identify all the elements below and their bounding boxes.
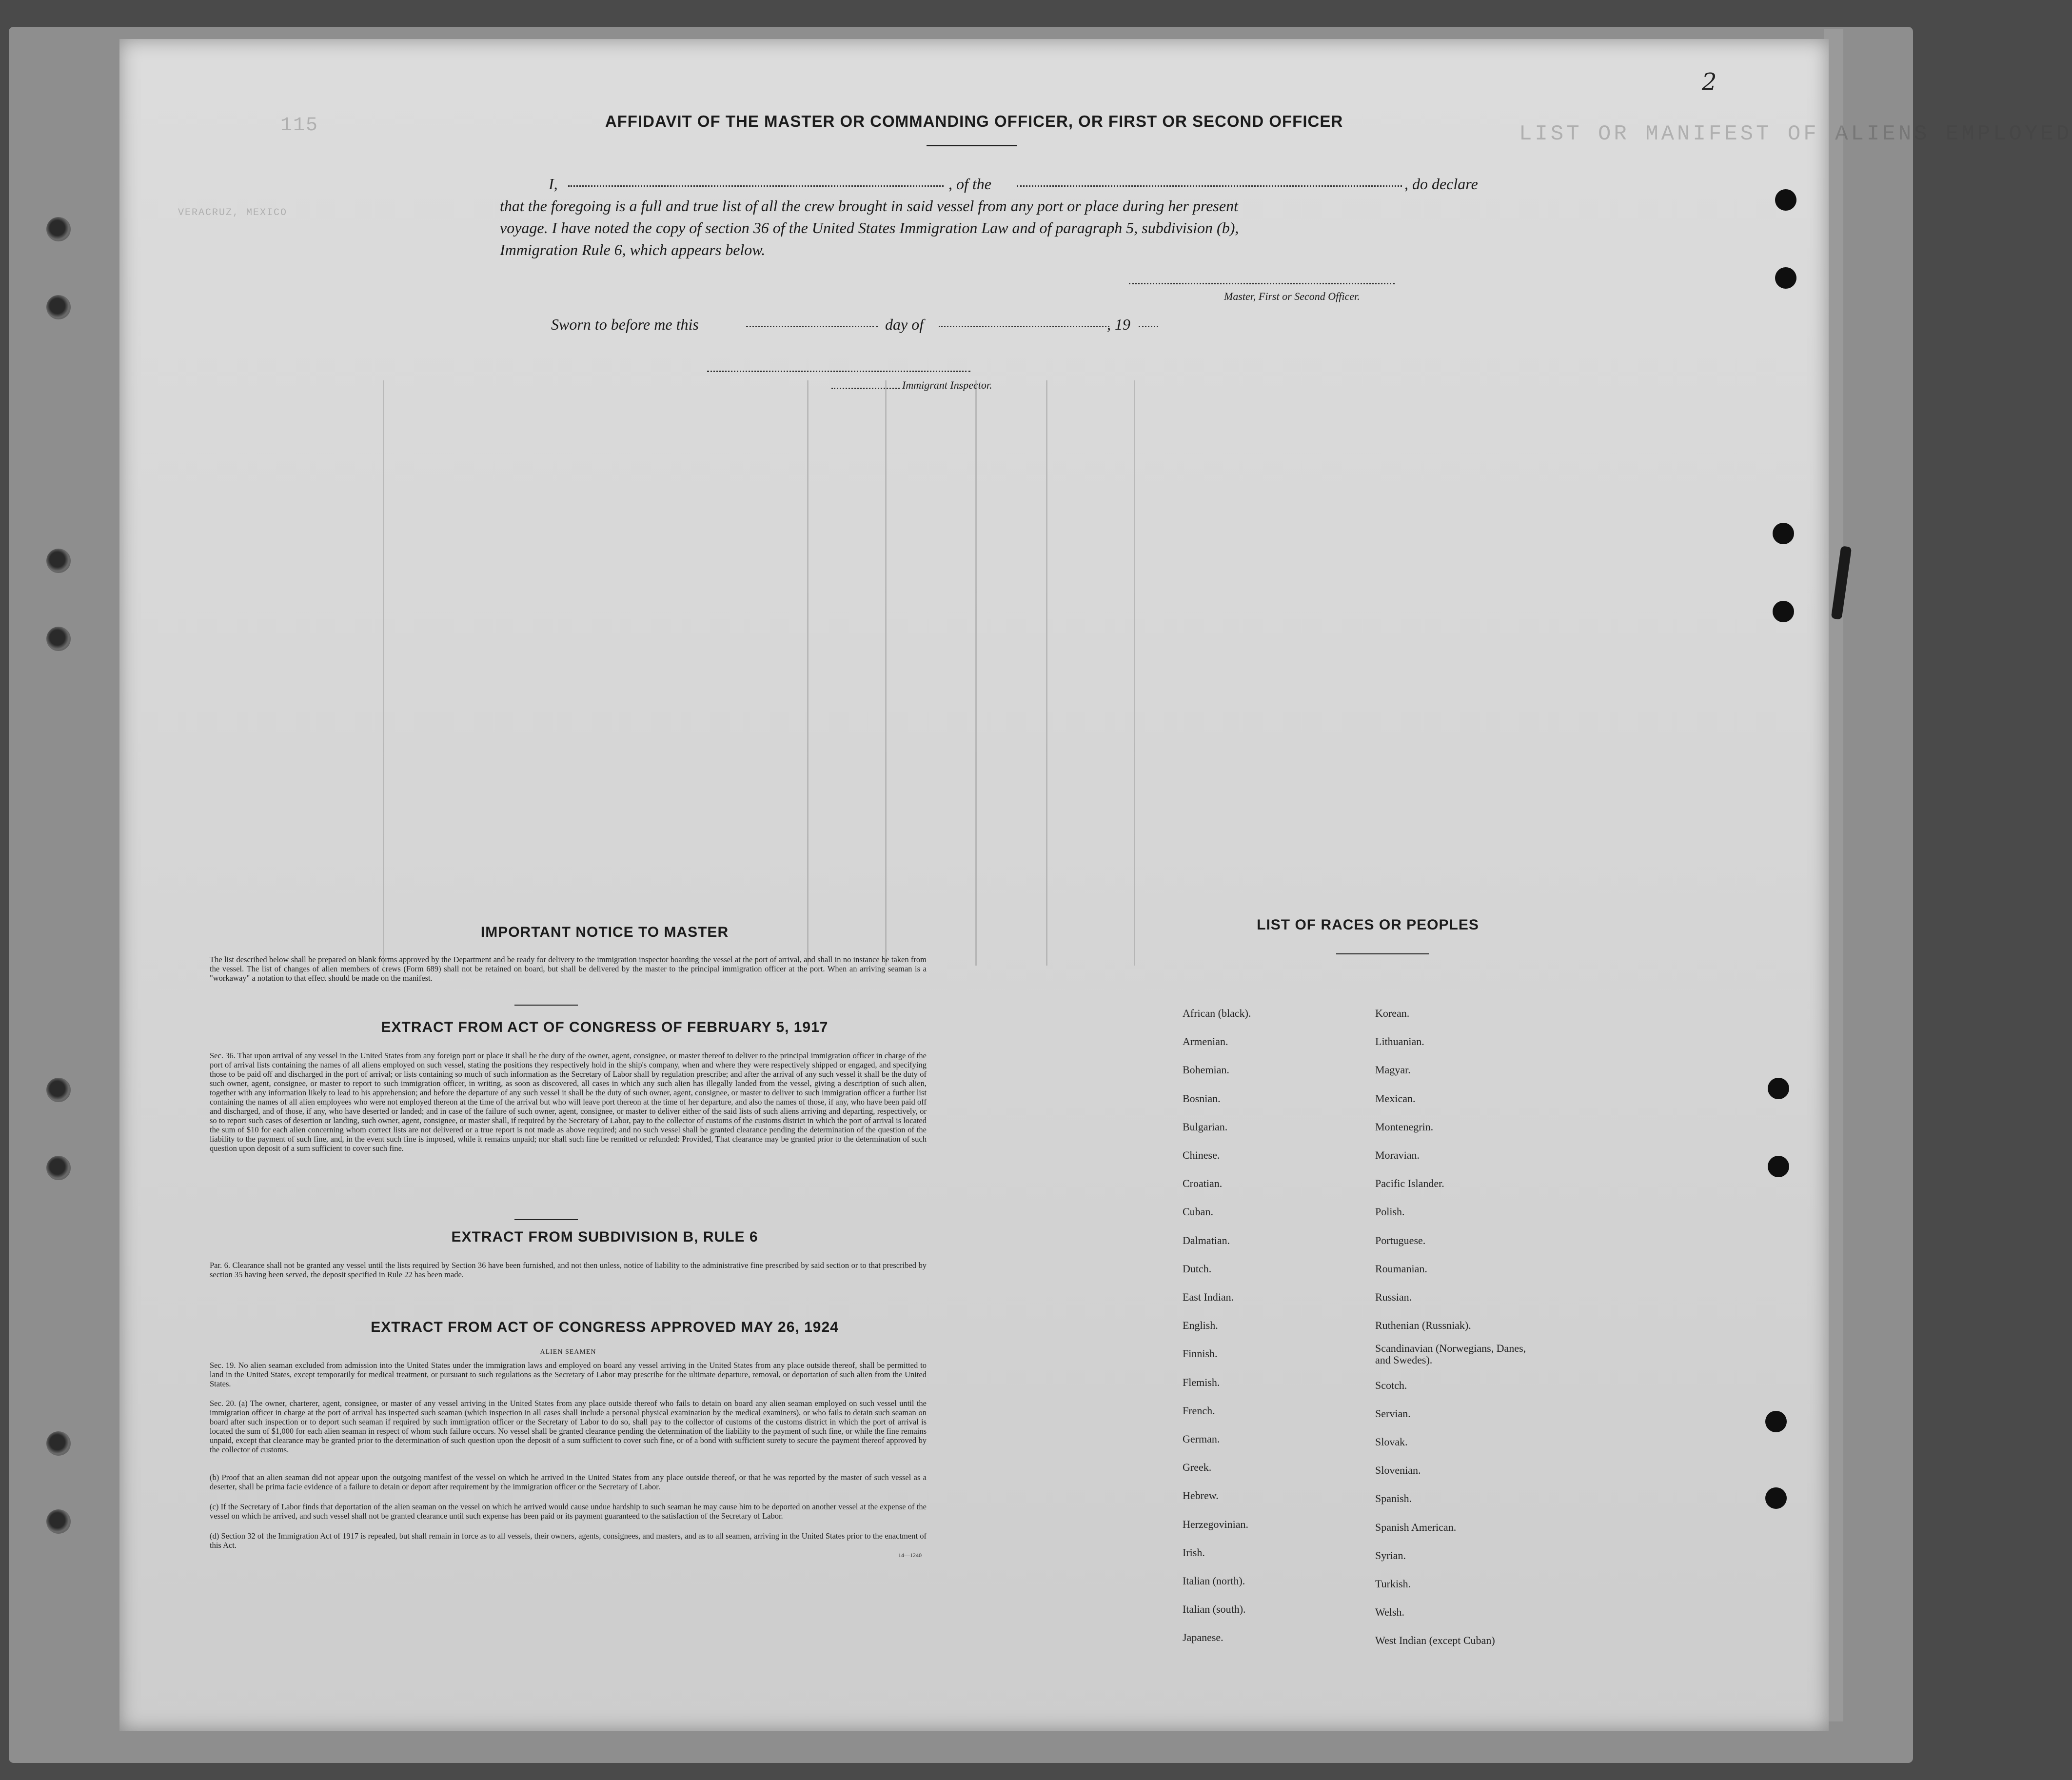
race-item: Slovenian. bbox=[1375, 1464, 1421, 1477]
bleed-through-text: VERACRUZ, MEXICO bbox=[178, 207, 288, 218]
bleed-through-rule bbox=[975, 380, 977, 966]
binder-hole bbox=[46, 1156, 71, 1180]
race-item: Lithuanian. bbox=[1375, 1035, 1424, 1048]
binder-hole bbox=[1775, 189, 1796, 211]
extract-1917-text: Sec. 36. That upon arrival of any vessel in the United States from any foreign port or place it shall be the duty of the owner, agent, consignee, or master thereof to deliver to the principal immigration officer in charge of the port of arrival lists containing the names of all aliens employed on such vessel, stating the positions they respectively hold in the ship's company, when and where they were respectively shipped or engaged, and specifying those to be paid off and discharged in the port of arrival; or lists containing so much of such information as the Secretary of Labor shall by regulation prescribe; and after the arrival of any such vessel it shall be the duty of such owner, agent, consignee, or master to report to such immigration officer, in writing, as soon as discovered, all cases in which any such alien has illegally landed from the vessel, giving a description of such alien, together with any information likely to lead to his apprehension; and before the departure of any such vessel it shall be the duty of such owner, agent, consignee, or master to deliver to such immigration officer a further list containing the names of all alien employees who were not employed thereon at the time of the arrival but who will leave port thereon at the time of her departure, and also the names of those, if any, who have been paid off and discharged, and of those, if any, who have deserted or landed; and in case of the failure of such owner, agent, consignee, or master to deliver either of the said lists of such aliens arriving and departing, respectively, or so to report such cases of desertion or landing, such owner, agent, consignee, or master shall, if required by the Secretary of Labor, pay to the collector of customs of the customs district in which the port of arrival is located the sum of $10 for each alien concerning whom correct lists are not delivered or a true report is not made as above required; and no such vessel shall be granted clearance pending the determination of the question of the liability to the payment of such fine, and, in the event such fine is imposed, while it remains unpaid; nor shall such fine be remitted or refunded: Provided, That clearance may be granted prior to the determination of such question upon deposit of a sum sufficient to cover such fine. bbox=[210, 1051, 927, 1153]
race-item: Roumanian. bbox=[1375, 1262, 1427, 1275]
race-item: Mexican. bbox=[1375, 1092, 1416, 1105]
race-item: Ruthenian (Russniak). bbox=[1375, 1319, 1471, 1332]
bleed-through-text: LIST OR MANIFEST OF ALIENS EMPLOYED bbox=[1519, 122, 2072, 146]
extract-1924-c: (c) If the Secretary of Labor finds that deportation of the alien seaman on the vessel on which he arrived would cause undue hardship to such seaman he may cause him to be deported on another vessel at the expense of the vessel on which he arrived, and such vessel shall not be granted clearance until such expense has been paid or its payment guaranteed to the satisfaction of the Secretary of Labor. bbox=[210, 1502, 927, 1521]
binder-hole bbox=[46, 549, 71, 573]
extract-1924-sec19: Sec. 19. No alien seaman excluded from admission into the United States under the immigration laws and employed on board any vessel arriving in the United States from any place outside thereof, shall be permitted to land in the United States, except temporarily for medical treatment, or pursuant to such regulations as the Secretary of Labor may prescribe for the ultimate departure, removal, or deportation of such alien from the United States. bbox=[210, 1361, 927, 1388]
race-item: Herzegovinian. bbox=[1183, 1518, 1248, 1530]
race-item: Armenian. bbox=[1183, 1035, 1228, 1048]
affidavit-of-the: , of the bbox=[948, 175, 991, 193]
race-item: Bohemian. bbox=[1183, 1064, 1229, 1076]
binder-hole bbox=[46, 1431, 71, 1456]
binder-hole bbox=[1773, 601, 1794, 622]
race-item: African (black). bbox=[1183, 1007, 1251, 1019]
inspector-label: Immigrant Inspector. bbox=[902, 379, 992, 391]
inspector-signature-blank[interactable] bbox=[707, 371, 970, 372]
sworn-date-blank[interactable] bbox=[746, 326, 878, 327]
sworn-prefix: Sworn to before me this bbox=[551, 316, 699, 333]
affidavit-i: I, bbox=[549, 175, 558, 193]
race-item: Italian (south). bbox=[1183, 1603, 1246, 1616]
race-item: Italian (north). bbox=[1183, 1575, 1245, 1587]
name-blank[interactable] bbox=[568, 185, 944, 187]
race-item: German. bbox=[1183, 1433, 1220, 1445]
race-item: Scandinavian (Norwegians, Danes, and Swedes). bbox=[1375, 1342, 1526, 1366]
race-item: Irish. bbox=[1183, 1546, 1205, 1559]
binder-hole bbox=[1768, 1156, 1789, 1177]
race-item: East Indian. bbox=[1183, 1291, 1234, 1303]
notice-title: IMPORTANT NOTICE TO MASTER bbox=[480, 924, 729, 940]
affidavit-line-3: voyage. I have noted the copy of section 36 of the United States Immigration Law and of paragraph 5, subdivision (b), bbox=[500, 219, 1239, 237]
affidavit-title-rule bbox=[927, 145, 1017, 146]
binder-hole bbox=[46, 1509, 71, 1534]
bleed-through-text: 115 bbox=[280, 115, 319, 137]
race-item: Slovak. bbox=[1375, 1436, 1408, 1448]
page-number: 2 bbox=[1702, 68, 1717, 96]
race-item: Korean. bbox=[1375, 1007, 1410, 1019]
race-item: Scotch. bbox=[1375, 1379, 1407, 1391]
extract-1924-sec20a: Sec. 20. (a) The owner, charterer, agent, consignee, or master of any vessel arriving in the United States from any place outside thereof who fails to detain on board any alien seaman employed on such vessel until the immigration officer in charge at the port of arrival has inspected such seaman (which inspection in all cases shall include a personal physical examination by the medical examiners), or who fails to detain such seaman on board after such inspection or to deport such seaman if required by such immigration officer or the Secretary of Labor to do so, shall pay to the collector of customs of the customs district in which the port of arrival is located the sum of $1,000 for each alien seaman in respect of whom such failure occurs. No vessel shall be granted clearance pending the determination of the liability to the payment of such fine, or while the fine remains unpaid, except that clearance may be granted prior to the determination of such question upon the deposit of a sum sufficient to cover such fine, or of a bond with sufficient surety to secure the payment thereof approved by the collector of customs. bbox=[210, 1399, 927, 1454]
race-item: French. bbox=[1183, 1404, 1215, 1417]
extract-rule6-title: EXTRACT FROM SUBDIVISION B, RULE 6 bbox=[451, 1229, 758, 1245]
binder-hole bbox=[1768, 1078, 1789, 1099]
race-item: Croatian. bbox=[1183, 1177, 1223, 1190]
affidavit-line-4: Immigration Rule 6, which appears below. bbox=[500, 241, 766, 258]
binder-hole bbox=[46, 627, 71, 651]
binder-hole bbox=[46, 1078, 71, 1102]
affidavit-declare: , do declare bbox=[1404, 175, 1478, 193]
race-item: Pacific Islander. bbox=[1375, 1177, 1444, 1190]
race-item: Servian. bbox=[1375, 1407, 1411, 1420]
race-item: Bulgarian. bbox=[1183, 1120, 1228, 1133]
inspector-signature-blank-2[interactable] bbox=[831, 388, 900, 389]
race-item: Chinese. bbox=[1183, 1149, 1220, 1161]
race-item: Welsh. bbox=[1375, 1606, 1404, 1619]
race-item: Greek. bbox=[1183, 1461, 1212, 1474]
bleed-through-rule bbox=[1046, 380, 1047, 966]
race-item: Cuban. bbox=[1183, 1206, 1213, 1218]
race-item: Portuguese. bbox=[1375, 1234, 1426, 1246]
race-item: Magyar. bbox=[1375, 1064, 1411, 1076]
notice-text: The list described below shall be prepared on blank forms approved by the Department and be ready for delivery to the immigration inspector boarding the vessel at the port of arrival, and shall in no instance be taken from the vessel. The list of changes of alien members of crews (Form 689) shall not be retained on board, but shall be delivered by the master to the principal immigration officer at the port. When an arriving seaman is a "workaway" a notation to that effect should be made on the manifest. bbox=[210, 955, 927, 983]
notice-rule bbox=[514, 1005, 578, 1006]
affidavit-line-2: that the foregoing is a full and true list of all the crew brought in said vessel from any port or place during her present bbox=[500, 197, 1238, 215]
race-item: West Indian (except Cuban) bbox=[1375, 1634, 1495, 1647]
race-item: Moravian. bbox=[1375, 1149, 1420, 1161]
race-item: Spanish. bbox=[1375, 1492, 1412, 1505]
race-item: Spanish American. bbox=[1375, 1521, 1457, 1533]
affidavit-title: AFFIDAVIT OF THE MASTER OR COMMANDING OFFICER, OR FIRST OR SECOND OFFICER bbox=[605, 112, 1343, 130]
extract-rule6-text: Par. 6. Clearance shall not be granted any vessel until the lists required by Section 36 have been furnished, and not then unless, notice of liability to the administrative fine prescribed by said section or to that prescribed by section 35 having been served, the deposit specified in Rule 22 has been made. bbox=[210, 1261, 927, 1279]
race-item: Polish. bbox=[1375, 1206, 1405, 1218]
extract-1924-d: (d) Section 32 of the Immigration Act of 1917 is repealed, but shall remain in force as to all vessels, their owners, agents, consignees, and masters, and as to all seamen, arriving in the United States prior to the enactment of this Act. bbox=[210, 1531, 927, 1550]
sworn-year-blank[interactable] bbox=[1139, 326, 1158, 327]
race-item: Dutch. bbox=[1183, 1262, 1212, 1275]
bleed-through-rule bbox=[885, 380, 887, 966]
race-item: Turkish. bbox=[1375, 1578, 1411, 1590]
race-item: Finnish. bbox=[1183, 1347, 1218, 1360]
binder-hole bbox=[1765, 1411, 1787, 1432]
extract-1924-title: EXTRACT FROM ACT OF CONGRESS APPROVED MAY 26, 1924 bbox=[371, 1319, 839, 1335]
extract-1917-title: EXTRACT FROM ACT OF CONGRESS OF FEBRUARY 5, 1917 bbox=[381, 1019, 829, 1035]
sworn-day-of: day of bbox=[885, 316, 924, 333]
race-item: Russian. bbox=[1375, 1291, 1412, 1303]
race-item: Syrian. bbox=[1375, 1549, 1406, 1562]
binder-hole bbox=[46, 295, 71, 319]
binder-hole bbox=[1773, 523, 1794, 544]
vessel-blank[interactable] bbox=[1017, 185, 1402, 187]
binder-hole bbox=[1765, 1487, 1787, 1509]
races-rule bbox=[1336, 953, 1429, 954]
race-item: Dalmatian. bbox=[1183, 1234, 1230, 1246]
bleed-through-rule bbox=[383, 380, 384, 966]
bleed-through-rule bbox=[1134, 380, 1135, 966]
bleed-through-rule bbox=[807, 380, 809, 966]
document-sheet bbox=[119, 39, 2072, 1731]
extract-1924-subtitle: ALIEN SEAMEN bbox=[540, 1348, 596, 1356]
master-signature-blank[interactable] bbox=[1129, 283, 1395, 284]
sworn-month-blank[interactable] bbox=[939, 326, 1109, 327]
binder-hole bbox=[46, 217, 71, 241]
race-item: English. bbox=[1183, 1319, 1218, 1332]
form-code: 14—1240 bbox=[898, 1552, 922, 1559]
binder-hole bbox=[1775, 267, 1796, 289]
race-item: Montenegrin. bbox=[1375, 1120, 1434, 1133]
races-title: LIST OF RACES OR PEOPLES bbox=[1257, 917, 1479, 933]
race-item: Flemish. bbox=[1183, 1376, 1220, 1388]
extract-1917-rule bbox=[514, 1219, 578, 1220]
master-signature-label: Master, First or Second Officer. bbox=[1224, 290, 1360, 302]
race-item: Bosnian. bbox=[1183, 1092, 1221, 1105]
race-item: Japanese. bbox=[1183, 1631, 1223, 1644]
extract-1924-b: (b) Proof that an alien seaman did not appear upon the outgoing manifest of the vessel on which he arrived in the United States from any place outside thereof, or that he was reported by the master of such vessel as a deserter, shall be prima facie evidence of a failure to detain or deport after requirement by the immigration officer or the Secretary of Labor. bbox=[210, 1473, 927, 1491]
sworn-year: , 19 bbox=[1107, 316, 1130, 333]
race-item: Hebrew. bbox=[1183, 1489, 1219, 1502]
